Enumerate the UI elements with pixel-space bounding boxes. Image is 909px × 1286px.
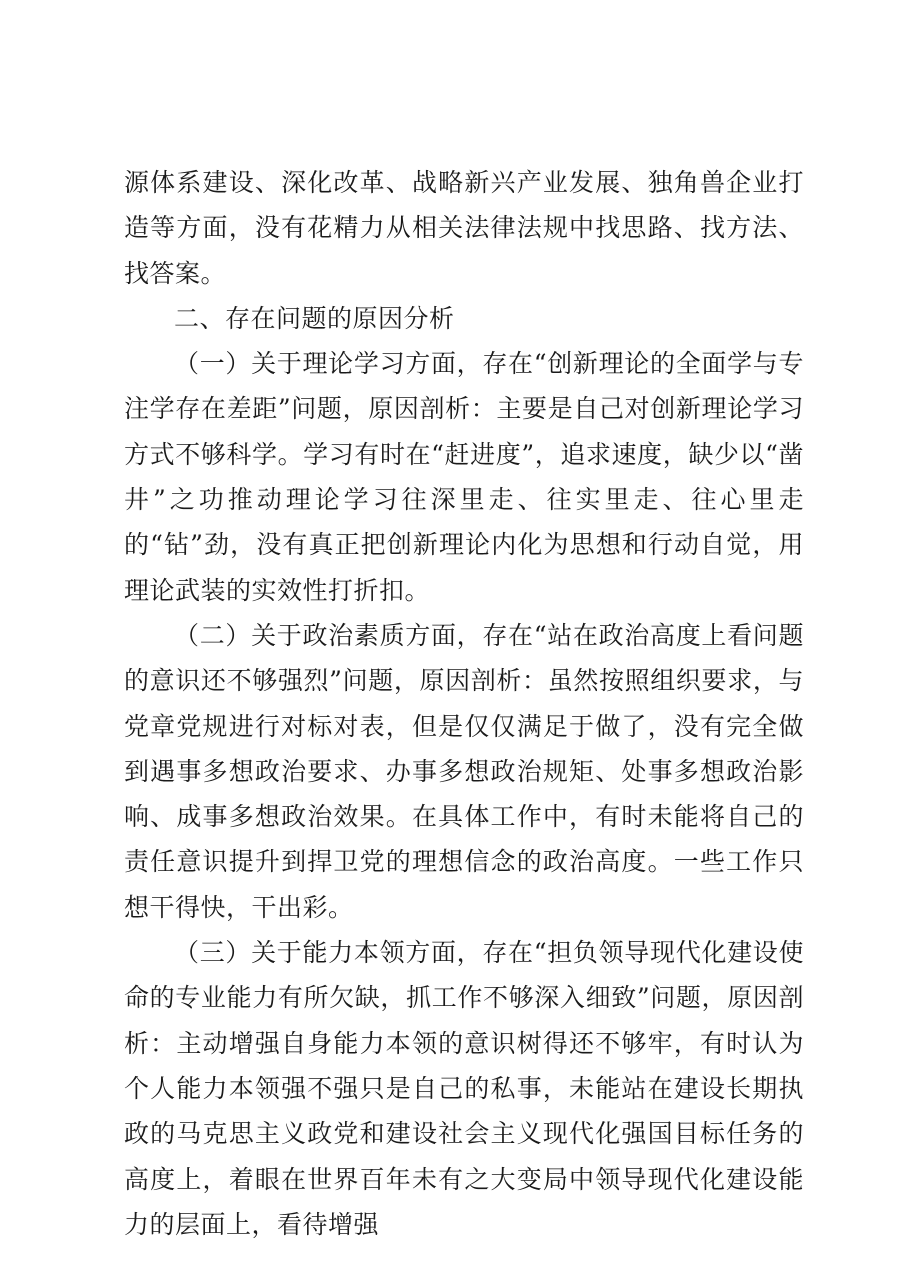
- paragraph-continuation: 源体系建设、深化改革、战略新兴产业发展、独角兽企业打造等方面，没有花精力从相关法律法规中找思路、找方法、找答案。: [124, 168, 804, 288]
- paragraph-ability: （三）关于能力本领方面，存在“担负领导现代化建设使命的专业能力有所欠缺，抓工作不够深入细致”问题，原因剖析：主动增强自身能力本领的意识树得还不够牢，有时认为个人能力本领强不强只是自己的私事，未能站在建设长期执政的马克思主义政党和建设社会主义现代化强国目标任务的高度上，着眼在世界百年未有之大变局中领导现代化建设能力的层面上，看待增强: [124, 938, 804, 1239]
- document-body: [124, 160, 804, 1247]
- paragraph-theory-study: （一）关于理论学习方面，存在“创新理论的全面学与专注学存在差距”问题，原因剖析：主要是自己对创新理论学习方式不够科学。学习有时在“赶进度”，追求速度，缺少以“凿井”之功推动理论学习往深里走、往实里走、往心里走的“钻”劲，没有真正把创新理论内化为思想和行动自觉，用理论武装的实效性打折扣。: [124, 349, 804, 605]
- section-heading: 二、存在问题的原因分析: [174, 303, 455, 333]
- paragraph-political-quality: （二）关于政治素质方面，存在“站在政治高度上看问题的意识还不够强烈”问题，原因剖析：虽然按照组织要求，与党章党规进行对标对表，但是仅仅满足于做了，没有完全做到遇事多想政治要求、办事多想政治规矩、处事多想政治影响、成事多想政治效果。在具体工作中，有时未能将自己的责任意识提升到捍卫党的理想信念的政治高度。一些工作只想干得快，干出彩。: [124, 620, 804, 922]
